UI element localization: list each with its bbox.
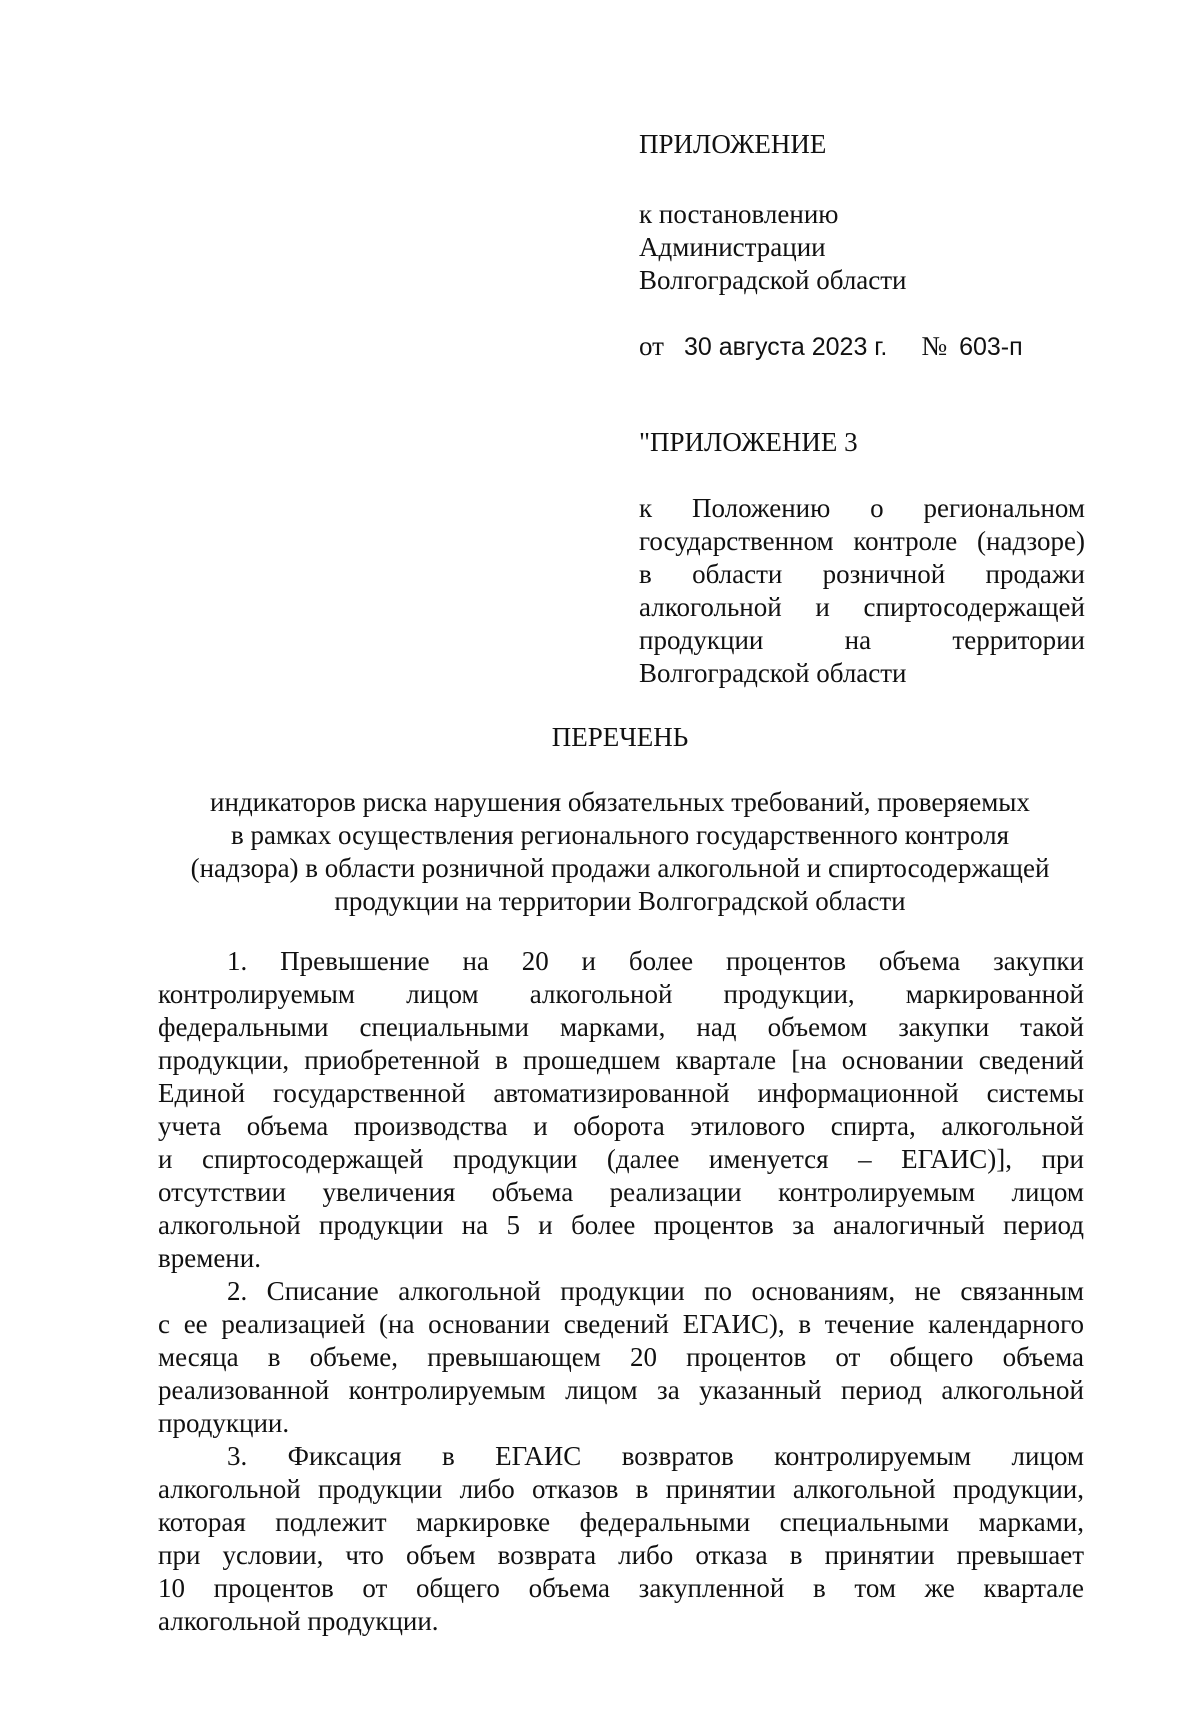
decree-number-label: №	[921, 331, 948, 361]
text-line: времени.	[158, 1243, 261, 1273]
appendix3-line: к Положению о региональном	[639, 493, 1085, 523]
appendix3-line: в области розничной продажи	[639, 559, 1085, 589]
text-line: 3. Фиксация в ЕГАИС возвратов контролируемым лицом	[227, 1441, 1084, 1471]
text-line: и спиртосодержащей продукции (далее именуется – ЕГАИС)], при	[158, 1144, 1084, 1174]
appendix-title: ПРИЛОЖЕНИЕ	[639, 129, 827, 159]
text-line: месяца в объеме, превышающем 20 процентов от общего объема	[158, 1342, 1084, 1372]
paragraph-2	[158, 1275, 1084, 1440]
text-line: Единой государственной автоматизированной информационной системы	[158, 1078, 1084, 1108]
decree-from-label: от	[639, 331, 664, 361]
text-line: 10 процентов от общего объема закупленной в том же квартале	[158, 1573, 1084, 1603]
decree-date-number	[639, 330, 1085, 364]
text-line: 1. Превышение на 20 и более процентов объема закупки	[227, 946, 1084, 976]
appendix3-line: государственном контроле (надзоре)	[639, 526, 1085, 556]
text-line: алкогольной продукции на 5 и более процентов за аналогичный период	[158, 1210, 1084, 1240]
appendix3-line: продукции на территории	[639, 625, 1085, 655]
appendix3-line: Волгоградской области	[639, 658, 907, 688]
list-title: ПЕРЕЧЕНЬ	[551, 722, 689, 752]
text-line: которая подлежит маркировке федеральными специальными марками,	[158, 1507, 1084, 1537]
appendix3-line: алкогольной и спиртосодержащей	[639, 592, 1085, 622]
decree-line: Администрации	[639, 232, 826, 262]
appendix3-reference	[639, 492, 1085, 690]
text-line: продукции.	[158, 1408, 290, 1438]
subtitle-line: продукции на территории Волгоградской области	[334, 886, 906, 916]
text-line: с ее реализацией (на основании сведений ЕГАИС), в течение календарного	[158, 1309, 1084, 1339]
text-line: контролируемым лицом алкогольной продукции, маркированной	[158, 979, 1084, 1009]
subtitle-line: индикаторов риска нарушения обязательных требований, проверяемых	[210, 787, 1030, 817]
decree-line: к постановлению	[639, 199, 839, 229]
text-line: алкогольной продукции либо отказов в принятии алкогольной продукции,	[158, 1474, 1084, 1504]
text-line: 2. Списание алкогольной продукции по основаниям, не связанным	[227, 1276, 1084, 1306]
text-line: отсутствии увеличения объема реализации контролируемым лицом	[158, 1177, 1084, 1207]
text-line: реализованной контролируемым лицом за указанный период алкогольной	[158, 1375, 1084, 1405]
text-line: федеральными специальными марками, над объемом закупки такой	[158, 1012, 1084, 1042]
decree-date: 30 августа 2023 г.	[683, 333, 888, 361]
list-subtitle	[150, 786, 1090, 918]
paragraph-3	[158, 1440, 1084, 1638]
text-line: алкогольной продукции.	[158, 1606, 439, 1636]
body-text	[158, 945, 1084, 1638]
subtitle-line: (надзора) в области розничной продажи алкогольной и спиртосодержащей	[190, 853, 1050, 883]
decree-reference	[639, 198, 1085, 297]
text-line: учета объема производства и оборота этилового спирта, алкогольной	[158, 1111, 1084, 1141]
text-line: при условии, что объем возврата либо отказа в принятии превышает	[158, 1540, 1084, 1570]
decree-line: Волгоградской области	[639, 265, 907, 295]
appendix3-title: "ПРИЛОЖЕНИЕ 3	[639, 427, 858, 457]
paragraph-1	[158, 945, 1084, 1275]
text-line: продукции, приобретенной в прошедшем квартале [на основании сведений	[158, 1045, 1084, 1075]
subtitle-line: в рамках осуществления регионального государственного контроля	[230, 820, 1010, 850]
decree-number: 603-п	[959, 333, 1023, 361]
